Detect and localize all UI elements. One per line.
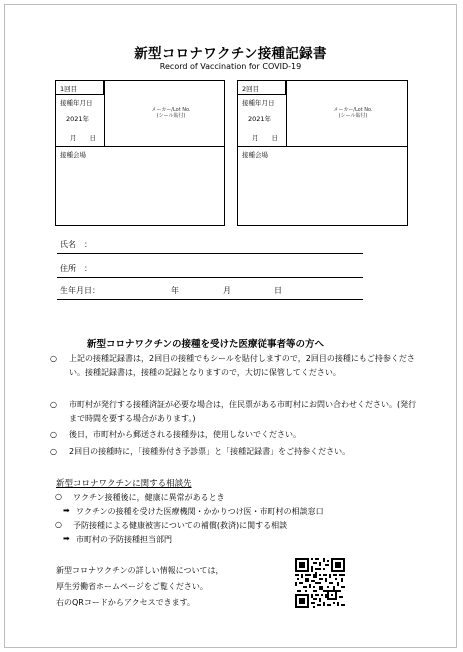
notice-item-3: 後日，市町村から郵送される接種券は，使用しないでください。 — [69, 430, 301, 439]
arrow-right-icon: ➡ — [63, 506, 70, 515]
dose-1-month-day: 月 日 — [70, 134, 96, 142]
notice-item-2: 市町村が発行する接種済証が必要な場合は，住民票がある市町村にお問い合わせください。(発行まで時間を要する場合があります。) — [69, 400, 417, 423]
consult-line-2: ワクチンの接種を受けた医療機関・かかりつけ医・市町村の相談窓口 — [76, 507, 324, 516]
consult-line-3: 予防接種による健康被害についての補償(救済)に関する相談 — [73, 521, 288, 530]
dob-day: 日 — [274, 286, 282, 295]
card-divider — [286, 81, 287, 146]
notice-item-4: 2回目の接種時に，「接種券付き予診票」と「接種記録書」をご持参ください。 — [69, 447, 351, 456]
consult-bullet-2: ○ — [55, 520, 62, 529]
dob-label: 生年月日： — [60, 286, 100, 295]
vaccination-record-page — [4, 4, 457, 648]
notice-heading: 新型コロナワクチンの接種を受けた医療従事者等の方へ — [87, 339, 325, 350]
dose-1-label: 1回目 — [60, 85, 78, 93]
consult-line-1: ワクチン接種後に，健康に異常があるとき — [73, 493, 225, 502]
dose-1-header — [56, 81, 104, 95]
name-label: 氏名 ： — [60, 240, 92, 249]
dose-2-site-label: 接種会場 — [242, 151, 268, 159]
dose-1-year: 2021年 — [66, 115, 90, 123]
qr-code-icon[interactable] — [295, 558, 345, 608]
dose-1-site-label: 接種会場 — [60, 151, 86, 159]
card-divider — [104, 81, 105, 146]
address-line — [57, 277, 363, 278]
dose-1-sticker-label: (シール貼付) — [156, 113, 186, 119]
card-divider — [238, 146, 407, 147]
notice-bullet-3: ○ — [50, 430, 57, 439]
arrow-right-icon: ➡ — [63, 534, 70, 543]
address-label: 住所 ： — [60, 264, 92, 273]
dose-2-sticker-label: (シール貼付) — [338, 113, 368, 119]
notice-bullet-1: ○ — [50, 354, 57, 363]
name-line — [57, 253, 363, 254]
dose-2-lot-area — [308, 107, 398, 119]
card-divider — [56, 146, 224, 147]
dose-2-maker-label: メーカー/Lot No. — [333, 107, 373, 113]
dose-2-month-day: 月 日 — [252, 134, 278, 142]
dob-year: 年 — [171, 286, 179, 295]
dose-1-lot-area — [126, 107, 216, 119]
consult-line-4: 市町村の予防接種担当部門 — [76, 535, 172, 544]
consult-heading: 新型コロナワクチンに関する相談先 — [56, 479, 192, 489]
notice-item-1: 上記の接種記録書は，2回目の接種でもシールを貼付しますので，2回目の接種にもご持参ください。接種記録書は，接種の記録となりますので，大切に保管してください。 — [69, 354, 415, 377]
footer-line-1: 新型コロナワクチンの詳しい情報については， — [56, 566, 224, 575]
consult-bullet-1: ○ — [55, 492, 62, 501]
dob-line — [57, 299, 363, 300]
footer-line-3: 右のQRコードからアクセスできます。 — [56, 598, 195, 607]
notice-bullet-4: ○ — [50, 447, 57, 456]
dose-2-header — [238, 81, 286, 95]
dose-2-label: 2回目 — [242, 85, 260, 93]
dose-2-date-label: 接種年月日 — [242, 99, 275, 107]
dose-1-maker-label: メーカー/Lot No. — [151, 107, 191, 113]
document-title: 新型コロナワクチン接種記録書 — [134, 46, 327, 62]
document-subtitle: Record of Vaccination for COVID-19 — [159, 62, 302, 71]
footer-line-2: 厚生労働省ホームページをご覧ください。 — [56, 582, 208, 591]
dob-month: 月 — [223, 286, 231, 295]
dose-1-card — [55, 80, 225, 226]
notice-bullet-2: ○ — [50, 400, 57, 409]
dose-1-date-label: 接種年月日 — [60, 99, 93, 107]
dose-2-card — [237, 80, 408, 226]
dose-2-year: 2021年 — [248, 115, 272, 123]
